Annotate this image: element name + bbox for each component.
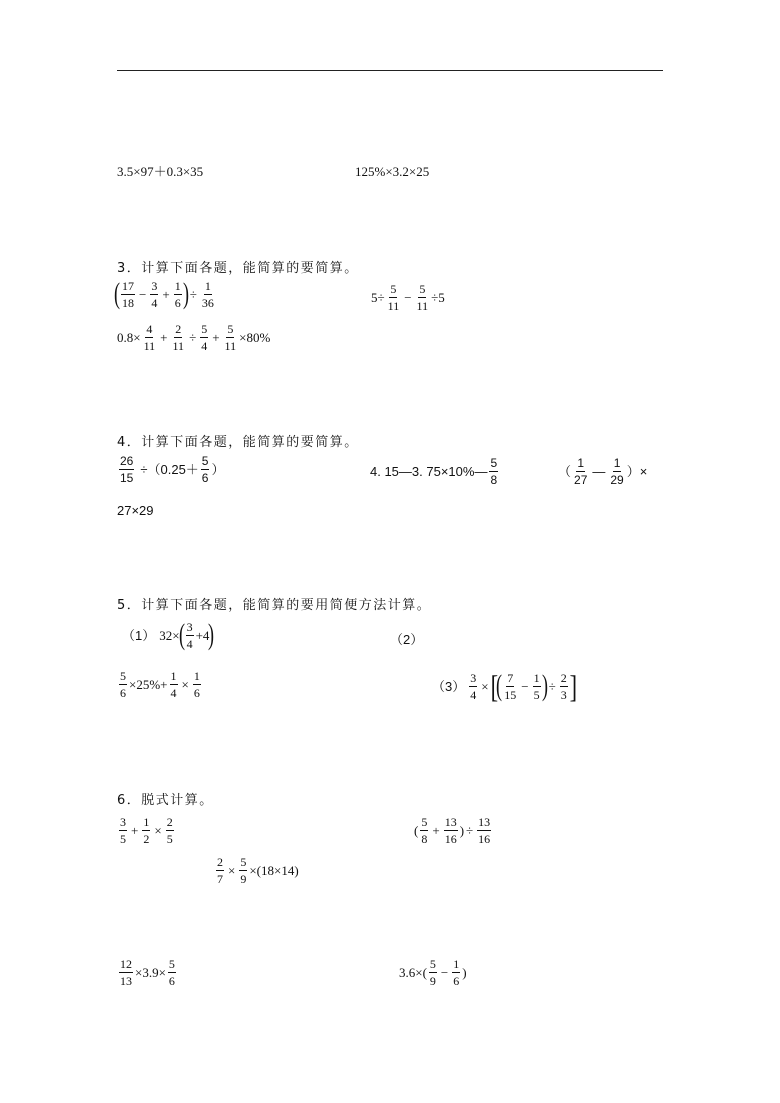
operator: − bbox=[139, 286, 147, 302]
numerator: 5 bbox=[390, 282, 397, 296]
q4-expr-c-continued: 27×29 bbox=[117, 503, 154, 518]
numerator: 3 bbox=[151, 278, 158, 293]
denominator: 6 bbox=[201, 471, 209, 485]
text-part: ÷（0.25＋ bbox=[140, 462, 199, 477]
paren-right: ) bbox=[541, 669, 548, 702]
header-rule bbox=[117, 70, 663, 71]
denominator: 4 bbox=[201, 339, 208, 353]
numerator: 5 bbox=[168, 957, 175, 971]
q4-expr-c bbox=[558, 457, 647, 486]
fraction bbox=[200, 323, 208, 352]
numerator: 2 bbox=[175, 322, 182, 336]
denominator: 6 bbox=[120, 686, 126, 700]
denominator: 13 bbox=[120, 974, 132, 988]
denominator: 2 bbox=[143, 832, 150, 846]
fraction bbox=[170, 670, 178, 699]
expr-top-1: 3.5×97＋0.3×35 bbox=[117, 164, 204, 179]
denominator: 4 bbox=[170, 686, 177, 700]
denominator: 36 bbox=[201, 295, 214, 310]
denominator: 11 bbox=[224, 339, 237, 353]
denominator: 6 bbox=[453, 974, 460, 988]
text-part: ) bbox=[462, 965, 467, 980]
denominator: 29 bbox=[610, 473, 624, 487]
denominator: 6 bbox=[174, 295, 181, 310]
part-label: （3） bbox=[432, 678, 466, 694]
text-part: 3.6×( bbox=[399, 965, 427, 980]
operator: + bbox=[212, 330, 220, 345]
operator: − bbox=[521, 678, 529, 694]
fraction bbox=[166, 816, 174, 845]
fraction bbox=[469, 672, 477, 701]
fraction bbox=[609, 457, 624, 486]
numerator: 7 bbox=[507, 670, 514, 685]
text-part: 0.8× bbox=[117, 330, 141, 345]
fraction bbox=[119, 816, 127, 845]
operator: − bbox=[440, 965, 449, 980]
fraction bbox=[420, 816, 428, 845]
text-part: ÷5 bbox=[431, 290, 445, 305]
numerator: 5 bbox=[421, 815, 428, 829]
paren-left: ( bbox=[496, 669, 503, 702]
paren-right: ) bbox=[208, 618, 215, 651]
numerator: 5 bbox=[429, 957, 436, 971]
q3-expr-b bbox=[371, 283, 445, 312]
numerator: 4 bbox=[146, 322, 153, 336]
operator: − bbox=[404, 290, 412, 305]
numerator: 3 bbox=[186, 619, 193, 634]
numerator: 1 bbox=[170, 669, 177, 683]
fraction bbox=[452, 958, 460, 987]
operator: × bbox=[154, 823, 162, 838]
paren-left: ( bbox=[114, 277, 120, 310]
q4-heading: 4．计算下面各题，能简算的要简算。 bbox=[117, 435, 359, 450]
denominator: 5 bbox=[120, 832, 126, 846]
fraction bbox=[416, 283, 430, 312]
denominator: 8 bbox=[490, 473, 498, 487]
operator: × bbox=[481, 678, 489, 694]
q4-expr-b bbox=[370, 457, 500, 486]
numerator: 1 bbox=[577, 456, 585, 470]
expr-top-2: 125%×3.2×25 bbox=[355, 164, 430, 179]
q6-heading: 6．脱式计算。 bbox=[117, 793, 214, 808]
fraction bbox=[239, 856, 247, 885]
text-part: ×25%+ bbox=[129, 677, 168, 692]
denominator: 6 bbox=[193, 686, 200, 700]
numerator: 5 bbox=[240, 855, 247, 869]
fraction bbox=[533, 672, 541, 701]
denominator: 4 bbox=[186, 636, 193, 651]
fraction bbox=[119, 455, 134, 484]
numerator: 5 bbox=[201, 454, 209, 468]
q6-expr-d bbox=[117, 958, 178, 987]
q3-expr-c bbox=[117, 323, 270, 352]
q6-expr-c bbox=[214, 856, 299, 885]
numerator: 1 bbox=[453, 957, 460, 971]
fraction bbox=[477, 816, 491, 845]
numerator: 2 bbox=[166, 815, 173, 829]
numerator: 13 bbox=[444, 815, 457, 829]
numerator: 5 bbox=[490, 456, 498, 470]
numerator: 5 bbox=[419, 282, 426, 296]
text-part: +4 bbox=[195, 627, 210, 643]
q6-expr-a bbox=[117, 816, 176, 845]
operator: × bbox=[181, 677, 189, 692]
denominator: 11 bbox=[172, 339, 185, 353]
denominator: 11 bbox=[387, 299, 400, 313]
denominator: 8 bbox=[421, 832, 428, 846]
denominator: 15 bbox=[504, 687, 517, 702]
fraction bbox=[186, 621, 194, 650]
q5-part-2-expr bbox=[117, 670, 203, 699]
numerator: 3 bbox=[120, 815, 126, 829]
denominator: 6 bbox=[168, 974, 175, 988]
fraction bbox=[444, 816, 458, 845]
fraction bbox=[216, 856, 224, 885]
numerator: 2 bbox=[217, 855, 223, 869]
text-part: ×80% bbox=[239, 330, 271, 345]
operator: ÷ bbox=[189, 286, 197, 302]
numerator: 5 bbox=[120, 669, 126, 683]
denominator: 7 bbox=[217, 872, 223, 886]
fraction bbox=[119, 670, 127, 699]
numerator: 1 bbox=[613, 456, 621, 470]
q6-expr-e bbox=[399, 958, 467, 987]
operator: ÷ bbox=[189, 330, 197, 345]
fraction bbox=[121, 280, 135, 309]
denominator: 9 bbox=[240, 872, 247, 886]
q3-expr-a bbox=[115, 279, 217, 309]
denominator: 9 bbox=[429, 974, 436, 988]
text-part: ×(18×14) bbox=[249, 863, 299, 878]
paren-right: ) bbox=[182, 277, 189, 310]
text-part: ） bbox=[211, 462, 225, 477]
text-part: 5÷ bbox=[371, 290, 385, 305]
fraction bbox=[174, 280, 182, 309]
fraction bbox=[172, 323, 186, 352]
operator: + bbox=[131, 823, 139, 838]
numerator: 1 bbox=[174, 278, 181, 293]
q6-expr-b bbox=[414, 816, 493, 845]
denominator: 18 bbox=[122, 295, 134, 310]
denominator: 11 bbox=[416, 299, 429, 313]
part-label: （1） bbox=[122, 627, 156, 643]
q5-part-1 bbox=[122, 620, 213, 650]
q3-heading: 3．计算下面各题，能简算的要简算。 bbox=[117, 261, 359, 276]
operator: ÷ bbox=[548, 678, 556, 694]
bracket-left: [ bbox=[490, 668, 498, 704]
denominator: 11 bbox=[143, 339, 156, 353]
paren-left: （ bbox=[558, 464, 572, 479]
operator: ÷ bbox=[466, 823, 474, 838]
fraction bbox=[429, 958, 437, 987]
q5-part-2-label: （2） bbox=[390, 632, 424, 647]
denominator: 5 bbox=[166, 832, 173, 846]
fraction bbox=[119, 958, 133, 987]
operator: + bbox=[162, 286, 170, 302]
paren-right: ) bbox=[459, 823, 465, 838]
fraction bbox=[224, 323, 238, 352]
fraction bbox=[387, 283, 401, 312]
fraction bbox=[201, 280, 215, 309]
numerator: 5 bbox=[227, 322, 234, 336]
fraction bbox=[168, 958, 176, 987]
operator: — bbox=[592, 464, 606, 479]
q4-expr-a bbox=[117, 455, 225, 484]
operator: × bbox=[228, 863, 236, 878]
numerator: 26 bbox=[120, 454, 134, 468]
operator: + bbox=[160, 330, 168, 345]
fraction bbox=[193, 670, 201, 699]
numerator: 1 bbox=[204, 278, 211, 293]
denominator: 4 bbox=[470, 687, 477, 702]
numerator: 1 bbox=[193, 669, 200, 683]
denominator: 4 bbox=[151, 295, 158, 310]
paren-left: ( bbox=[414, 823, 419, 838]
fraction bbox=[143, 323, 157, 352]
fraction bbox=[201, 455, 210, 484]
numerator: 13 bbox=[478, 815, 491, 829]
numerator: 17 bbox=[122, 278, 134, 293]
fraction bbox=[489, 457, 498, 486]
operator: + bbox=[432, 823, 440, 838]
fraction bbox=[503, 672, 517, 701]
denominator: 16 bbox=[444, 832, 457, 846]
denominator: 15 bbox=[120, 471, 134, 485]
numerator: 5 bbox=[201, 322, 208, 336]
fraction bbox=[560, 672, 568, 701]
text-part: ×3.9× bbox=[135, 965, 166, 980]
numerator: 2 bbox=[560, 670, 567, 685]
denominator: 16 bbox=[478, 832, 491, 846]
fraction bbox=[142, 816, 150, 845]
q5-part-3 bbox=[432, 670, 576, 702]
paren-left: ( bbox=[178, 618, 185, 651]
text-part: ）× bbox=[626, 464, 648, 479]
numerator: 3 bbox=[470, 670, 477, 685]
denominator: 3 bbox=[560, 687, 567, 702]
numerator: 12 bbox=[120, 957, 132, 971]
numerator: 1 bbox=[143, 815, 150, 829]
numerator: 1 bbox=[533, 670, 540, 685]
q5-heading: 5．计算下面各题，能简算的要用简便方法计算。 bbox=[117, 598, 432, 613]
text-part: 32× bbox=[159, 627, 180, 643]
fraction bbox=[150, 280, 158, 309]
denominator: 27 bbox=[574, 473, 588, 487]
bracket-right: ] bbox=[569, 668, 577, 704]
text-part: 4. 15—3. 75×10%— bbox=[370, 464, 488, 479]
fraction bbox=[573, 457, 588, 486]
denominator: 5 bbox=[533, 687, 540, 702]
